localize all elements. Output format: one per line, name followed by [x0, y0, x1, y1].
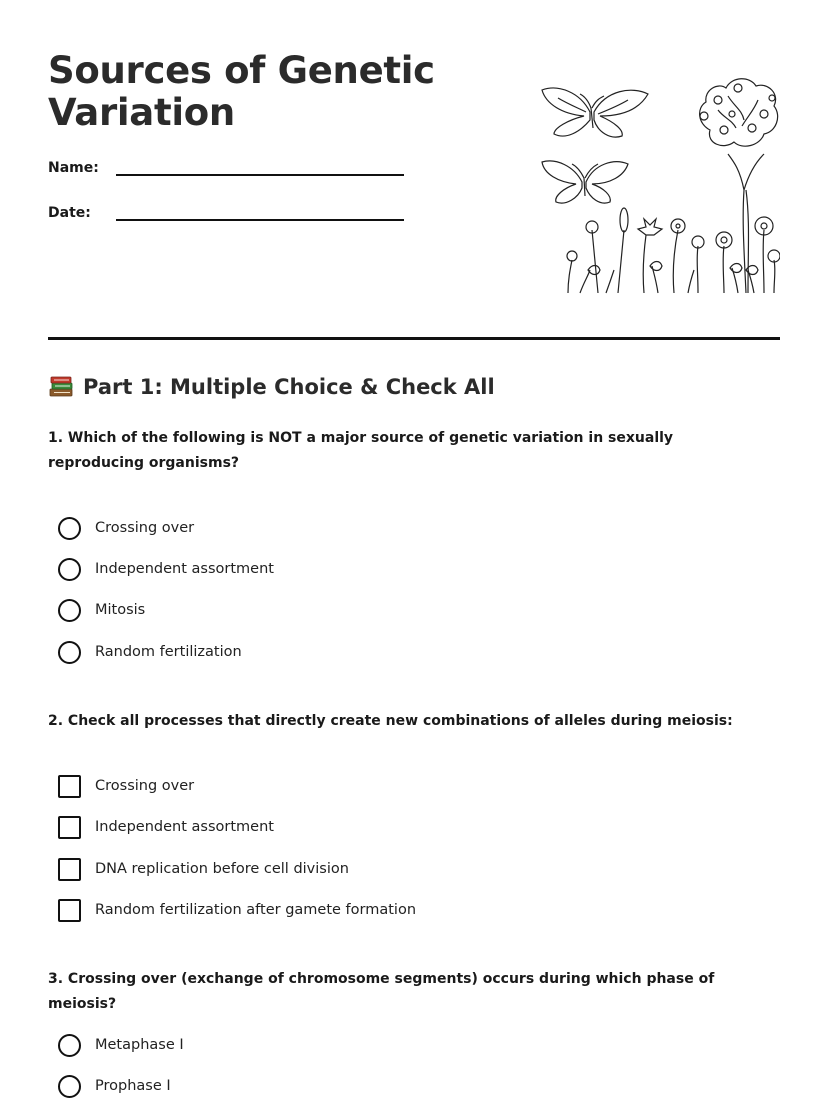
question-3: 3. Crossing over (exchange of chromosome segments) occurs during which phase of meiosis?	[48, 971, 715, 1012]
name-field	[48, 160, 404, 176]
q1-option-2[interactable]	[58, 557, 274, 581]
checkbox[interactable]	[58, 775, 81, 798]
name-input-line[interactable]	[116, 162, 404, 176]
checkbox[interactable]	[58, 816, 81, 839]
part1-heading	[48, 374, 495, 400]
option-label: Independent assortment	[95, 819, 274, 835]
tree-icon	[700, 79, 778, 293]
option-label: Prophase I	[95, 1078, 171, 1094]
q3-option-1[interactable]	[58, 1033, 184, 1057]
q1-option-4[interactable]	[58, 640, 242, 664]
radio-button[interactable]	[58, 517, 81, 540]
butterflies-tree-flowers-illustration	[528, 70, 780, 300]
name-label: Name:	[48, 160, 99, 176]
question-2: 2. Check all processes that directly create new combinations of alleles during meiosis:	[48, 713, 733, 729]
checkbox[interactable]	[58, 899, 81, 922]
butterfly-icon	[542, 161, 628, 203]
date-label: Date:	[48, 205, 91, 221]
radio-button[interactable]	[58, 1075, 81, 1098]
question-1: 1. Which of the following is NOT a major source of genetic variation in sexually reproducing organisms?	[48, 430, 674, 471]
butterfly-icon	[542, 88, 648, 137]
radio-button[interactable]	[58, 641, 81, 664]
option-label: Crossing over	[95, 778, 195, 794]
option-label: Random fertilization after gamete formation	[95, 902, 417, 918]
radio-button[interactable]	[58, 1034, 81, 1057]
q1-option-1[interactable]	[58, 516, 194, 540]
checkbox[interactable]	[58, 858, 81, 881]
section-divider	[48, 337, 780, 340]
option-label: Crossing over	[95, 520, 195, 536]
page-title: Sources of Genetic Variation	[48, 49, 435, 134]
books-icon	[48, 374, 74, 400]
option-label: Mitosis	[95, 602, 146, 618]
date-input-line[interactable]	[116, 207, 404, 221]
radio-button[interactable]	[58, 599, 81, 622]
part1-heading-text: Part 1: Multiple Choice & Check All	[83, 375, 495, 399]
radio-button[interactable]	[58, 558, 81, 581]
q2-option-1[interactable]	[58, 774, 194, 798]
date-field	[48, 205, 404, 221]
worksheet-header	[48, 50, 780, 300]
q2-option-3[interactable]	[58, 857, 349, 881]
q1-option-3[interactable]	[58, 598, 145, 622]
option-label: DNA replication before cell division	[95, 861, 349, 877]
q2-option-4[interactable]	[58, 898, 416, 922]
q3-option-2[interactable]	[58, 1074, 171, 1098]
option-label: Random fertilization	[95, 644, 242, 660]
option-label: Metaphase I	[95, 1037, 184, 1053]
option-label: Independent assortment	[95, 561, 274, 577]
q2-option-2[interactable]	[58, 815, 274, 839]
